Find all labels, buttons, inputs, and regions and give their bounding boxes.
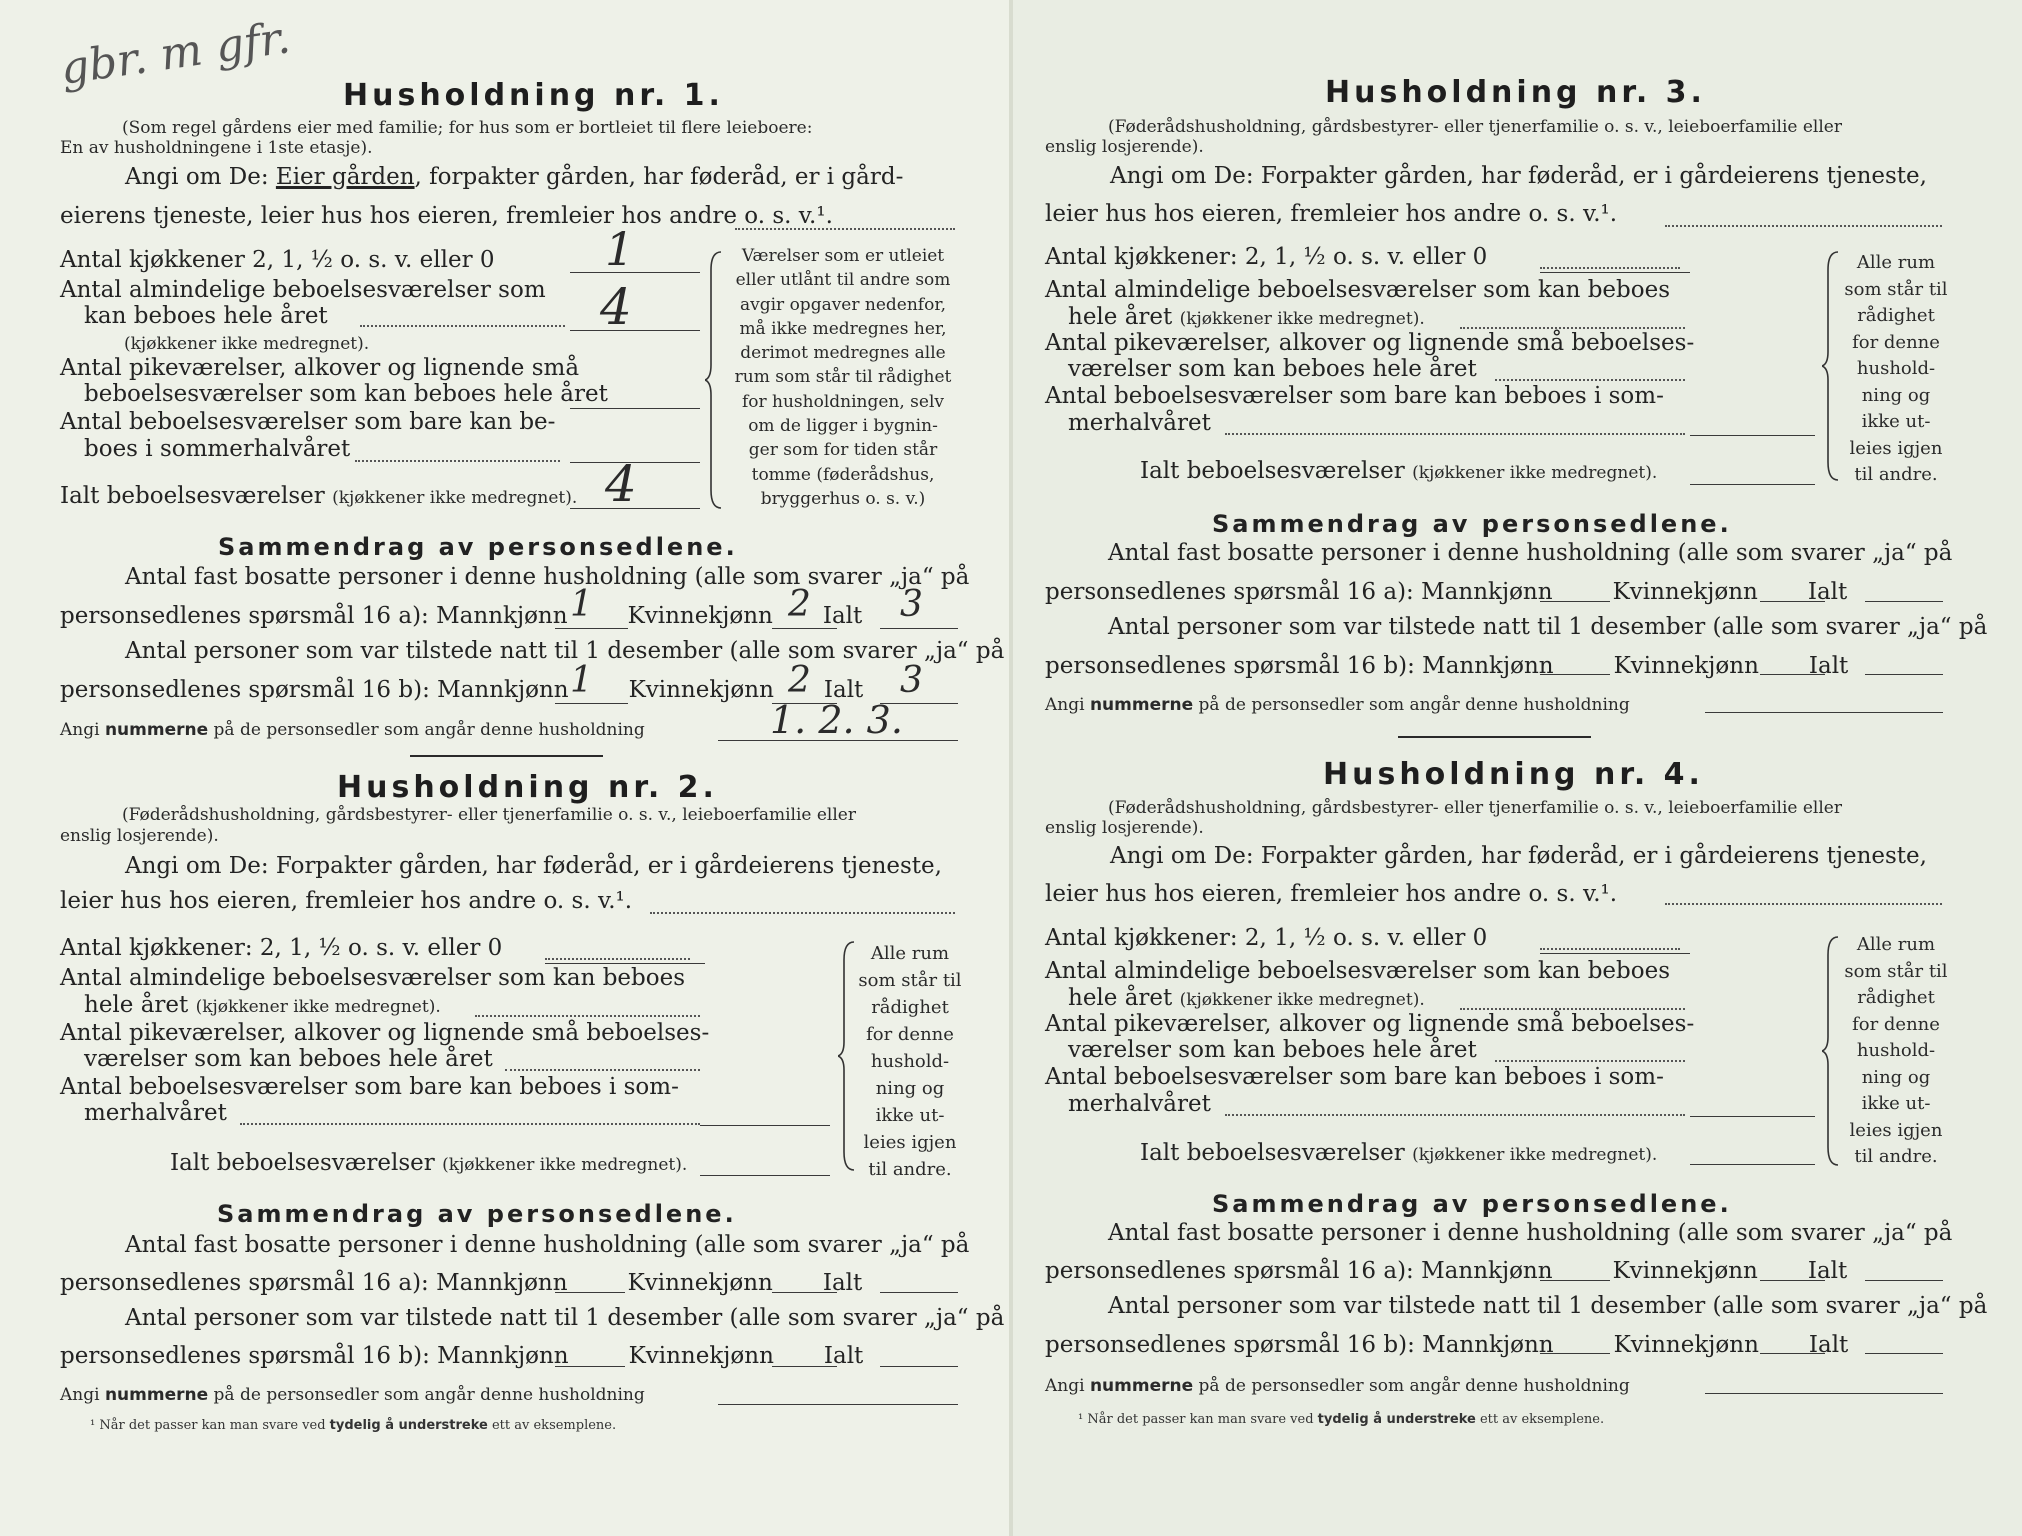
h4-footnote: ¹ Når det passer kan man svare ved tydelig å understreke ett av eksemplene. xyxy=(1078,1412,1605,1427)
h2-summer-line xyxy=(700,1125,830,1126)
h2-row-total: Ialt beboelsesværelser (kjøkkener ikke medregnet). xyxy=(170,1150,688,1176)
h4-row-maids-b: værelser som kan beboes hele året xyxy=(1068,1037,1477,1063)
h1-kitchen-line xyxy=(570,272,700,273)
h1-owner-underlined: Eier gården xyxy=(275,164,415,190)
h1-total-value: 4 xyxy=(605,455,637,513)
h2-numbers-label: Angi nummerne på de personsedler som angår denne husholdning xyxy=(60,1385,645,1405)
h3-row-maids-b: værelser som kan beboes hele året xyxy=(1068,356,1477,382)
h1-kitchen-value: 1 xyxy=(605,222,635,276)
h3-numbers-line xyxy=(1705,712,1943,713)
h1-a-m-line xyxy=(555,628,628,629)
h2-a-i-line xyxy=(880,1292,958,1293)
h4-sum-line-1: Antal fast bosatte personer i denne husholdning (alle som svarer „ja“ på xyxy=(1108,1220,1953,1246)
h3-row-kitchens: Antal kjøkkener: 2, 1, ½ o. s. v. eller 0 xyxy=(1045,244,1488,270)
h3-kitchen-dots xyxy=(1540,267,1680,269)
h4-angi-2: leier hus hos eieren, fremleier hos andre o. s. v.¹. xyxy=(1045,881,1618,907)
h2-a-k-line xyxy=(772,1292,837,1293)
h2-row-maids-a: Antal pikeværelser, alkover og lignende små beboelses- xyxy=(60,1020,710,1046)
h2-summer-dots xyxy=(240,1123,700,1125)
h3-kitchen-line xyxy=(1540,272,1690,273)
h4-sum-line-3: Antal personer som var tilstede natt til 1 desember (alle som svarer „ja“ på xyxy=(1108,1293,1988,1319)
h1-a-i-line xyxy=(880,628,958,629)
h4-angi-line xyxy=(1665,903,1942,905)
h4-brace xyxy=(1822,935,1842,1167)
h3-sum-line-2: personsedlenes spørsmål 16 a): Mannkjønn Kvinnekjønn Ialt xyxy=(1045,579,1848,605)
h4-sum-line-2: personsedlenes spørsmål 16 a): Mannkjønn Kvinnekjønn Ialt xyxy=(1045,1258,1848,1284)
h4-row-kitchens: Antal kjøkkener: 2, 1, ½ o. s. v. eller 0 xyxy=(1045,925,1488,951)
h1-summer-dots xyxy=(355,460,560,462)
h1-sum-line-2: personsedlenes spørsmål 16 a): Mannkjønn Kvinnekjønn Ialt xyxy=(60,603,863,629)
h4-sum-line-4: personsedlenes spørsmål 16 b): Mannkjønn Kvinnekjønn Ialt xyxy=(1045,1332,1849,1358)
h2-summary-title: Sammendrag av personsedlene. xyxy=(217,1200,737,1228)
h4-numbers-label: Angi nummerne på de personsedler som angår denne husholdning xyxy=(1045,1376,1630,1396)
h3-sum-line-4: personsedlenes spørsmål 16 b): Mannkjønn Kvinnekjønn Ialt xyxy=(1045,653,1849,679)
h3-angi-2: leier hus hos eieren, fremleier hos andre o. s. v.¹. xyxy=(1045,201,1618,227)
h1-a-male: 1 xyxy=(570,584,593,625)
h1-sum-line-1: Antal fast bosatte personer i denne husholdning (alle som svarer „ja“ på xyxy=(125,564,970,590)
h3-note-2: enslig losjerende). xyxy=(1045,137,1204,157)
h4-row-summer-a: Antal beboelsesværelser som bare kan beboes i som- xyxy=(1045,1064,1664,1090)
h2-maids-dots xyxy=(505,1069,700,1071)
h1-numbers-value: 1. 2. 3. xyxy=(770,698,903,742)
h1-row-summer-a: Antal beboelsesværelser som bare kan be- xyxy=(60,409,556,435)
h4-row-rooms-a: Antal almindelige beboelsesværelser som kan beboes xyxy=(1045,958,1671,984)
h1-sum-line-3: Antal personer som var tilstede natt til 1 desember (alle som svarer „ja“ på xyxy=(125,638,1005,664)
h4-note-1: (Føderådshusholdning, gårdsbestyrer- eller tjenerfamilie o. s. v., leieboerfamilie eller xyxy=(1108,798,1842,818)
h1-b-male: 1 xyxy=(570,660,593,701)
h2-row-summer-b: merhalvåret xyxy=(84,1100,227,1126)
h2-angi-2: leier hus hos eieren, fremleier hos andre o. s. v.¹. xyxy=(60,888,633,914)
h1-summary-title: Sammendrag av personsedlene. xyxy=(218,533,738,561)
h2-title: Husholdning nr. 2. xyxy=(337,770,718,805)
h4-kitchen-dots xyxy=(1540,948,1680,950)
h1-row-rooms-b: kan beboes hele året xyxy=(84,303,328,329)
h4-a-i-line xyxy=(1865,1280,1943,1281)
h4-side-note: Alle rum som står til rådighet for denne hushold- ning og ikke ut- leies igjen til andre. xyxy=(1844,934,1948,1167)
h4-maids-dots xyxy=(1495,1060,1685,1062)
h4-a-m-line xyxy=(1540,1280,1610,1281)
h1-angi-2: eierens tjeneste, leier hus hos eieren, fremleier hos andre o. s. v.¹. xyxy=(60,203,833,229)
h3-brace xyxy=(1822,250,1842,482)
h1-row-kitchens: Antal kjøkkener 2, 1, ½ o. s. v. eller 0 xyxy=(60,247,495,273)
h2-b-k-line xyxy=(772,1366,837,1367)
h4-row-maids-a: Antal pikeværelser, alkover og lignende små beboelses- xyxy=(1045,1011,1695,1037)
h3-total-line xyxy=(1690,484,1815,485)
h4-title: Husholdning nr. 4. xyxy=(1323,757,1704,792)
h2-kitchen-line xyxy=(545,963,705,964)
h1-rooms-dots xyxy=(360,325,565,327)
h3-summer-dots xyxy=(1225,433,1685,435)
h3-summary-title: Sammendrag av personsedlene. xyxy=(1212,510,1732,538)
h3-numbers-label: Angi nummerne på de personsedler som angår denne husholdning xyxy=(1045,695,1630,715)
h2-total-line xyxy=(700,1175,830,1176)
h1-b-total: 3 xyxy=(900,660,923,701)
h1-angi-line xyxy=(735,228,955,230)
h3-summer-line xyxy=(1690,435,1815,436)
h1-title: Husholdning nr. 1. xyxy=(343,78,724,113)
h3-a-i-line xyxy=(1865,601,1943,602)
h3-note-1: (Føderådshusholdning, gårdsbestyrer- eller tjenerfamilie o. s. v., leieboerfamilie eller xyxy=(1108,117,1842,137)
h3-row-rooms-a: Antal almindelige beboelsesværelser som kan beboes xyxy=(1045,277,1671,303)
h1-maids-line xyxy=(570,408,700,409)
h1-row-rooms-a: Antal almindelige beboelsesværelser som xyxy=(60,277,546,303)
h3-separator xyxy=(1398,736,1591,738)
h3-row-summer-a: Antal beboelsesværelser som bare kan beboes i som- xyxy=(1045,383,1664,409)
h2-angi-line xyxy=(650,912,955,914)
h3-b-m-line xyxy=(1540,674,1610,675)
h1-a-k-line xyxy=(772,628,837,629)
h4-angi-1: Angi om De: Forpakter gården, har føderåd, er i gårdeierens tjeneste, xyxy=(1110,843,1927,869)
h2-sum-line-4: personsedlenes spørsmål 16 b): Mannkjønn Kvinnekjønn Ialt xyxy=(60,1343,864,1369)
h2-row-summer-a: Antal beboelsesværelser som bare kan beboes i som- xyxy=(60,1074,679,1100)
h3-a-k-line xyxy=(1760,601,1825,602)
h4-kitchen-line xyxy=(1540,953,1690,954)
h3-row-rooms-b: hele året (kjøkkener ikke medregnet). xyxy=(1068,304,1425,330)
h2-row-kitchens: Antal kjøkkener: 2, 1, ½ o. s. v. eller 0 xyxy=(60,935,503,961)
h1-brace xyxy=(705,250,725,510)
h1-rooms-line xyxy=(570,330,700,331)
h1-row-summer-b: boes i sommerhalvåret xyxy=(84,436,351,462)
h1-side-note: Værelser som er utleiet eller utlånt til andre som avgir opgaver nedenfor, må ikke medregnes her, derimot medregnes alle rum som står til rådighet for husholdningen, selv om de ligger i bygnin- ger som for tiden står tomme (føderådshus, bryggerhus o. s. v.) xyxy=(734,246,952,509)
h4-total-line xyxy=(1690,1164,1815,1165)
h4-row-total: Ialt beboelsesværelser (kjøkkener ikke medregnet). xyxy=(1140,1140,1658,1166)
h2-row-rooms-a: Antal almindelige beboelsesværelser som kan beboes xyxy=(60,965,686,991)
h4-a-k-line xyxy=(1760,1280,1825,1281)
h3-row-summer-b: merhalvåret xyxy=(1068,410,1211,436)
h3-side-note: Alle rum som står til rådighet for denne hushold- ning og ikke ut- leies igjen til andre. xyxy=(1844,252,1948,485)
h2-sum-line-3: Antal personer som var tilstede natt til 1 desember (alle som svarer „ja“ på xyxy=(125,1305,1005,1331)
h1-rooms-value: 4 xyxy=(600,278,632,336)
h3-row-maids-a: Antal pikeværelser, alkover og lignende små beboelses- xyxy=(1045,330,1695,356)
page-fold xyxy=(1009,0,1013,1536)
h1-a-female: 2 xyxy=(788,584,811,625)
h1-note-1: (Som regel gårdens eier med familie; for hus som er bortleiet til flere leieboere: xyxy=(122,118,813,138)
h4-summary-title: Sammendrag av personsedlene. xyxy=(1212,1190,1732,1218)
h1-angi-1: Angi om De: Eier gården, forpakter gården, har føderåd, er i gård- xyxy=(125,164,904,190)
h4-summer-dots xyxy=(1225,1114,1685,1116)
h2-footnote: ¹ Når det passer kan man svare ved tydelig å understreke ett av eksemplene. xyxy=(90,1418,617,1433)
h1-row-total: Ialt beboelsesværelser (kjøkkener ikke medregnet). xyxy=(60,483,578,509)
h4-summer-line xyxy=(1690,1116,1815,1117)
h1-separator xyxy=(410,755,603,757)
h4-b-m-line xyxy=(1540,1353,1610,1354)
h2-b-m-line xyxy=(555,1366,625,1367)
h1-note-2: En av husholdningene i 1ste etasje). xyxy=(60,138,373,158)
h2-sum-line-1: Antal fast bosatte personer i denne husholdning (alle som svarer „ja“ på xyxy=(125,1232,970,1258)
h3-sum-line-1: Antal fast bosatte personer i denne husholdning (alle som svarer „ja“ på xyxy=(1108,540,1953,566)
h2-note-1: (Føderådshusholdning, gårdsbestyrer- eller tjenerfamilie o. s. v., leieboerfamilie eller xyxy=(122,805,856,825)
h2-note-2: enslig losjerende). xyxy=(60,826,219,846)
h3-title: Husholdning nr. 3. xyxy=(1325,75,1706,110)
h4-b-k-line xyxy=(1760,1353,1825,1354)
h4-row-rooms-b: hele året (kjøkkener ikke medregnet). xyxy=(1068,985,1425,1011)
h1-a-total: 3 xyxy=(900,584,923,625)
margin-note: gbr. m gfr. xyxy=(57,12,294,95)
h4-row-summer-b: merhalvåret xyxy=(1068,1091,1211,1117)
h4-rooms-dots xyxy=(1460,1008,1685,1010)
h1-row-rooms-c: (kjøkkener ikke medregnet). xyxy=(124,334,370,354)
h2-angi-1: Angi om De: Forpakter gården, har føderåd, er i gårdeierens tjeneste, xyxy=(125,853,942,879)
h2-b-i-line xyxy=(880,1366,958,1367)
h4-numbers-line xyxy=(1705,1393,1943,1394)
h3-angi-1: Angi om De: Forpakter gården, har føderåd, er i gårdeierens tjeneste, xyxy=(1110,163,1927,189)
h2-kitchen-dots xyxy=(545,958,690,960)
h4-b-i-line xyxy=(1865,1353,1943,1354)
h1-numbers-label: Angi nummerne på de personsedler som angår denne husholdning xyxy=(60,720,645,740)
h3-maids-dots xyxy=(1495,379,1685,381)
h3-sum-line-3: Antal personer som var tilstede natt til 1 desember (alle som svarer „ja“ på xyxy=(1108,614,1988,640)
h2-side-note: Alle rum som står til rådighet for denne hushold- ning og ikke ut- leies igjen til andre. xyxy=(858,943,962,1180)
h1-row-maids-a: Antal pikeværelser, alkover og lignende små xyxy=(60,355,580,381)
h2-sum-line-2: personsedlenes spørsmål 16 a): Mannkjønn Kvinnekjønn Ialt xyxy=(60,1270,863,1296)
h1-sum-line-4: personsedlenes spørsmål 16 b): Mannkjønn Kvinnekjønn Ialt xyxy=(60,677,864,703)
h1-b-female: 2 xyxy=(788,660,811,701)
h1-row-maids-b: beboelsesværelser som kan beboes hele året xyxy=(84,381,608,407)
h3-row-total: Ialt beboelsesværelser (kjøkkener ikke medregnet). xyxy=(1140,458,1658,484)
h3-rooms-dots xyxy=(1460,327,1685,329)
h2-numbers-line xyxy=(718,1404,958,1405)
h2-row-rooms-b: hele året (kjøkkener ikke medregnet). xyxy=(84,992,441,1018)
h3-angi-line xyxy=(1665,225,1942,227)
h2-row-maids-b: værelser som kan beboes hele året xyxy=(84,1046,493,1072)
h3-a-m-line xyxy=(1540,601,1610,602)
h3-b-i-line xyxy=(1865,674,1943,675)
h2-rooms-dots xyxy=(475,1015,700,1017)
h3-b-k-line xyxy=(1760,674,1825,675)
h2-a-m-line xyxy=(555,1292,625,1293)
h4-note-2: enslig losjerende). xyxy=(1045,818,1204,838)
h1-b-m-line xyxy=(555,703,628,704)
